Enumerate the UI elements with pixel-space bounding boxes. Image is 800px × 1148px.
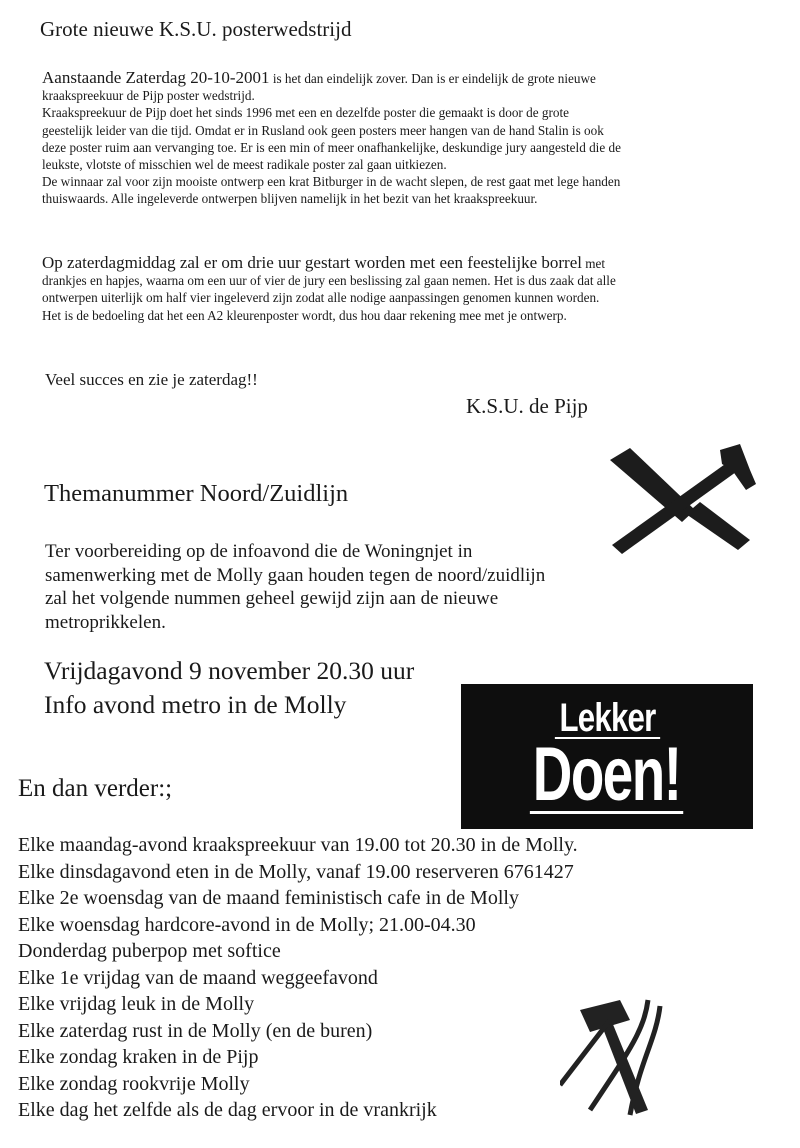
list-item: Elke maandag-avond kraakspreekuur van 19.00 tot 20.30 in de Molly. [18, 834, 578, 856]
list-item: Elke 2e woensdag van de maand feministisch cafe in de Molly [18, 887, 519, 909]
hammer-and-pliers-icon [560, 960, 670, 1120]
list-item: Donderdag puberpop met softice [18, 940, 281, 962]
paragraph: Kraakspreekuur de Pijp doet het sinds 1996 met een en dezelfde poster die gemaakt is door de grote geestelijk leider van die tijd. Omdat er in Rusland ook geen posters meer hangen van de hand Stalin is ook deze poster ruim aan vervanging toe. Er is een min of meer onafhankelijke, deskundige jury aangesteld die de leukste, vlotste of misschien wel de meest radikale poster zal gaan uitkiezen. [42, 105, 621, 173]
list-item: Elke vrijdag leuk in de Molly [18, 993, 255, 1015]
paragraph-highlight: Op zaterdagmiddag zal er om drie uur gestart worden met een feestelijke borrel [42, 253, 582, 272]
closing-line: Veel succes en zie je zaterdag!! [45, 370, 258, 389]
lekker-doen-badge [461, 684, 753, 829]
poster-contest-text [42, 69, 622, 208]
list-item: Elke dag het zelfde als de dag ervoor in de vrankrijk [18, 1099, 437, 1121]
section-title-agenda: En dan verder:; [18, 775, 173, 802]
paragraph: De winnaar zal voor zijn mooiste ontwerp een krat Bitburger in de wacht slepen, de rest gaat met lege handen thuiswaards. Alle ingeleverde ontwerpen blijven namelijk in het bezit van het kraakspreekuur. [42, 174, 621, 207]
event-title: Info avond metro in de Molly [44, 690, 347, 719]
signature: K.S.U. de Pijp [466, 394, 588, 418]
badge-line-2: Doen! [530, 739, 684, 814]
metro-text: Ter voorbereiding op de infoavond die de Woningnjet in samenwerking met de Molly gaan houden tegen de noord/zuidlijn zal het volgende nummen geheel gewijd zijn aan de nieuwe metroprikkelen. [45, 541, 546, 633]
list-item: Elke zondag kraken in de Pijp [18, 1046, 259, 1068]
list-item: Elke zondag rookvrije Molly [18, 1072, 250, 1095]
list-item: Elke woensdag hardcore-avond in de Molly; 21.00-04.30 [18, 913, 476, 936]
paragraph: Het is de bedoeling dat het een A2 kleurenposter wordt, dus hou daar rekening mee met je ontwerp. [42, 307, 567, 323]
agenda-list [18, 832, 578, 1124]
list-item: Elke dinsdagavond eten in de Molly, vanaf 19.00 reserveren 6761427 [18, 860, 574, 883]
intro-text: is het dan eindelijk zover. Dan is er eindelijk de grote nieuwe kraakspreekuur de Pijp poster wedstrijd. [42, 71, 596, 104]
poster-contest-text-2 [42, 254, 622, 324]
section-title-metro: Themanummer Noord/Zuidlijn [44, 480, 349, 507]
badge-line-1: Lekker [554, 699, 659, 739]
event-date: Vrijdagavond 9 november 20.30 uur [44, 656, 415, 685]
section-title-poster-contest: Grote nieuwe K.S.U. posterwedstrijd [40, 17, 352, 41]
list-item: Elke 1e vrijdag van de maand weggeefavond [18, 966, 378, 989]
list-item: Elke zaterdag rust in de Molly (en de buren) [18, 1019, 373, 1042]
paragraph: met drankjes en hapjes, waarna om een uur of vier de jury een beslissing zal gaan nemen. Het is dus zaak dat alle ontwerpen uiterlijk om half vier ingeleverd zijn zodat alle nodige aanpassingen genomen kunnen worden. [42, 256, 616, 306]
crossed-saw-hammer-icon [600, 440, 760, 555]
intro-highlight: Aanstaande Zaterdag 20-10-2001 [42, 68, 270, 87]
